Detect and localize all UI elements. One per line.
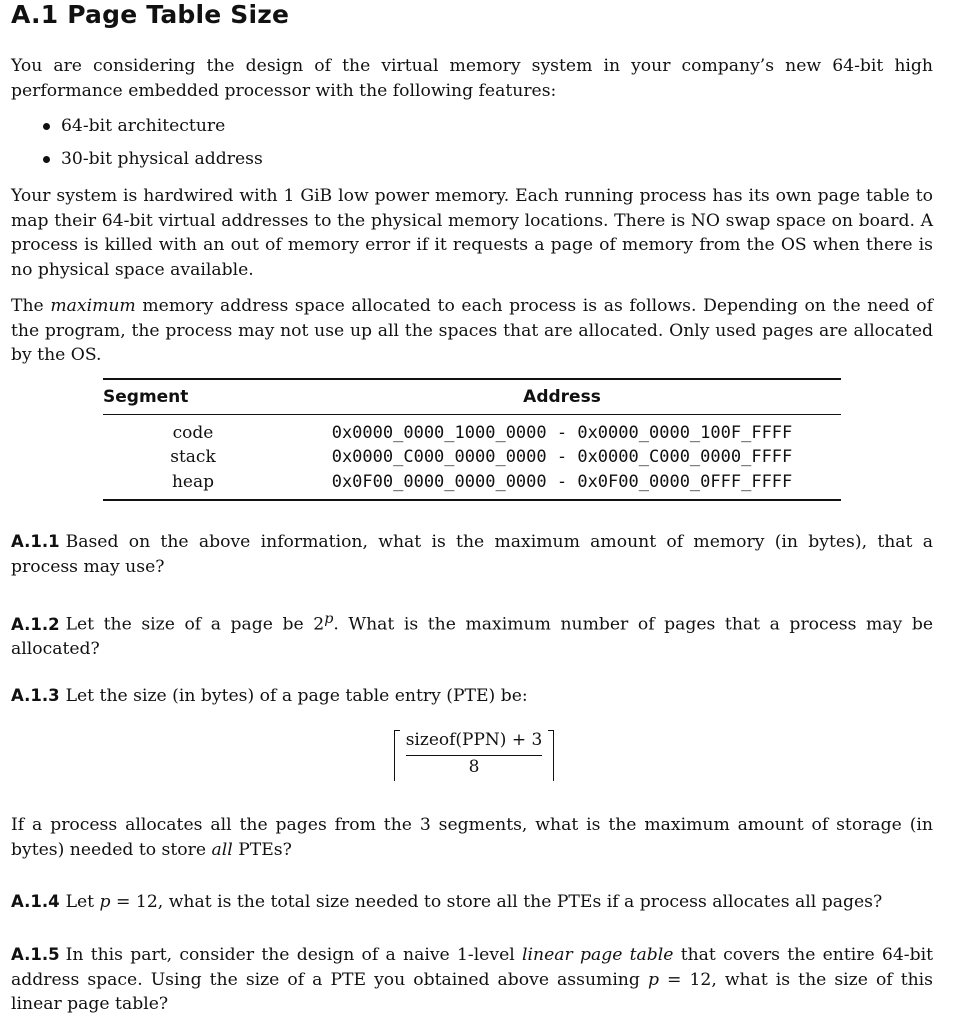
table-bottom-rule (103, 499, 841, 501)
question-number: A.1.4 (11, 892, 60, 911)
question-a-1-3: A.1.3 Let the size (in bytes) of a page table entry (PTE) be: (11, 686, 528, 706)
formula-denominator: 8 (468, 757, 480, 777)
segment-cell: heap (171, 471, 215, 492)
segment-cell: stack (170, 447, 216, 468)
question-a-1-5: A.1.5 In this part, consider the design of a naive 1-level linear page table that covers the entire 64-bit address space. Using the size of a PTE you obtained above assuming p = 12, what is the size of this linear page table? (11, 945, 933, 1014)
question-a-1-4: A.1.4 Let p = 12, what is the total size needed to store all the PTEs if a process allocates all pages? (11, 892, 883, 912)
system-paragraph: Your system is hardwired with 1 GiB low power memory. Each running process has its own page table to map their 64-bit virtual addresses to the physical memory locations. There is NO swap space on board. A process is killed with an out of memory error if it requests a page of memory from the OS when there is no physical space available. (11, 186, 933, 280)
question-number: A.1.1 (11, 532, 60, 551)
question-a-1-2: A.1.2 Let the size of a page be 2$^p$. What is the maximum number of pages that a process may be allocated? (11, 611, 933, 660)
segment-column-header: Segment (103, 386, 189, 407)
segment-cell: code (172, 422, 214, 443)
question-a-1-1: A.1.1 Based on the above information, what is the maximum amount of memory (in bytes), that a process may use? (11, 532, 933, 577)
question-a-1-3-followup: If a process allocates all the pages from the 3 segments, what is the maximum amount of storage (in bytes) needed to store all PTEs? (11, 815, 933, 860)
feature-item: 64-bit architecture (11, 114, 911, 138)
formula-numerator: sizeof(PPN) + 3 (405, 730, 543, 750)
address-cell: 0x0000_0000_1000_0000 - 0x0000_0000_100F_FFFF (331, 422, 793, 443)
feature-item: 30-bit physical address (11, 147, 911, 171)
fraction-bar (406, 755, 542, 756)
segment-table (103, 378, 841, 501)
address-cell: 0x0F00_0000_0000_0000 - 0x0F00_0000_0FFF_FFFF (331, 471, 793, 492)
address-cell: 0x0000_C000_0000_0000 - 0x0000_C000_0000_FFFF (331, 447, 793, 468)
table-header-row (103, 380, 841, 414)
bullet-icon (43, 156, 50, 163)
pte-size-formula (394, 728, 554, 780)
question-number: A.1.5 (11, 945, 60, 964)
allocation-paragraph: The maximum memory address space allocated to each process is as follows. Depending on the need of the program, the process may not use up all the spaces that are allocated. Only used pages are allocated by the OS. (11, 296, 933, 365)
question-number: A.1.2 (11, 614, 60, 634)
intro-paragraph: You are considering the design of the virtual memory system in your company’s new 64-bit high performance embedded processor with the following features: (11, 56, 933, 101)
question-number: A.1.3 (11, 686, 60, 705)
table-row (103, 421, 841, 446)
address-column-header: Address (523, 386, 601, 407)
section-title: A.1 Page Table Size (11, 0, 290, 29)
bullet-icon (43, 123, 50, 130)
feature-list (11, 114, 911, 180)
table-row (103, 445, 841, 470)
table-row (103, 470, 841, 495)
